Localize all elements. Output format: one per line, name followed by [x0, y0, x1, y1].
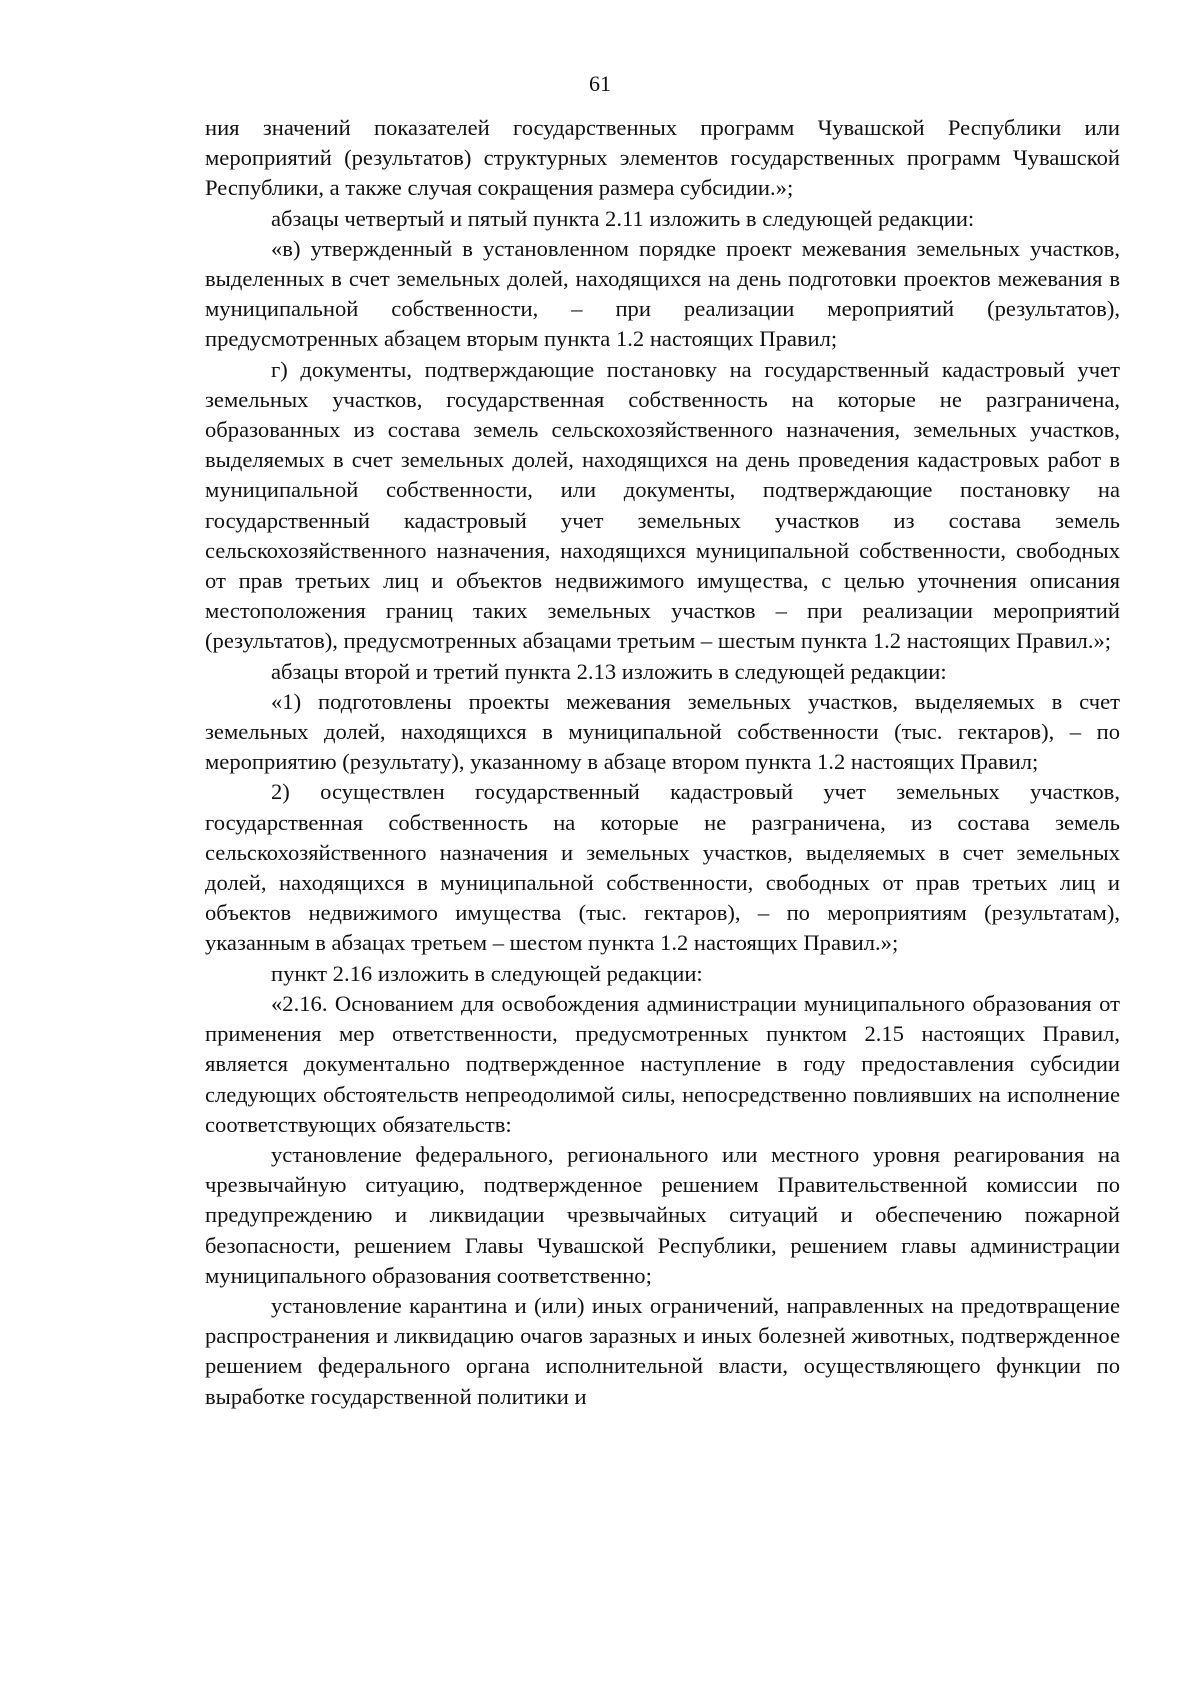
document-body	[205, 113, 1120, 1412]
paragraph-amend-2-16: пункт 2.16 изложить в следующей редакции:	[271, 960, 703, 986]
paragraph-amend-2-11: абзацы четвертый и пятый пункта 2.11 изложить в следующей редакции:	[271, 205, 975, 231]
paragraph-item-g: г) документы, подтверждающие постановку на государственный кадастровый учет земельных участков, государственная собственность на которые не разграничена, образованных из состава земель сельскохозяйственного назначения, земельных участков, выделяемых в счет земельных долей, находящихся на день проведения кадастровых работ в муниципальной собственности, или документы, подтверждающие постановку на государственный кадастровый учет земельных участков из состава земель сельскохозяйственного назначения, находящихся муниципальной собственности, свободных от прав третьих лиц и объектов недвижимого имущества, с целью уточнения описания местоположения границ таких земельных участков – при реализации мероприятий (результатов), предусмотренных абзацами третьим – шестым пункта 1.2 настоящих Правил.»;	[205, 356, 1120, 654]
page-number: 61	[589, 71, 611, 96]
paragraph-continuation: ния значений показателей государственных программ Чувашской Республики или мероприятий (результатов) структурных элементов государственных программ Чувашской Республики, а также случая сокращения размера субсидии.»;	[205, 115, 1120, 201]
paragraph-quarantine: установление карантина и (или) иных ограничений, направленных на предотвращение распространения и ликвидацию очагов заразных и иных болезней животных, подтвержденное решением федерального органа исполнительной власти, осуществляющего функции по выработке государственной политики и	[205, 1292, 1120, 1409]
paragraph-2-16-text: «2.16. Основанием для освобождения администрации муниципального образования от применения мер ответственности, предусмотренных пунктом 2.15 настоящих Правил, является документально подтвержденное наступление в году предоставления субсидии следующих обстоятельств непреодолимой силы, непосредственно повлиявших на исполнение соответствующих обязательств:	[205, 990, 1120, 1137]
paragraph-emergency: установление федерального, регионального или местного уровня реагирования на чрезвычайную ситуацию, подтвержденное решением Правительственной комиссии по предупреждению и ликвидации чрезвычайных ситуаций и обеспечению пожарной безопасности, решением Главы Чувашской Республики, решением главы администрации муниципального образования соответственно;	[205, 1141, 1120, 1288]
paragraph-amend-2-13: абзацы второй и третий пункта 2.13 изложить в следующей редакции:	[271, 658, 947, 684]
paragraph-item-1: «1) подготовлены проекты межевания земельных участков, выделяемых в счет земельных долей, находящихся в муниципальной собственности (тыс. гектаров), – по мероприятию (результату), указанному в абзаце втором пункта 1.2 настоящих Правил;	[205, 688, 1120, 775]
paragraph-item-2: 2) осуществлен государственный кадастровый учет земельных участков, государственная собственность на которые не разграничена, из состава земель сельскохозяйственного назначения и земельных участков, выделяемых в счет земельных долей, находящихся в муниципальной собственности, свободных от прав третьих лиц и объектов недвижимого имущества (тыс. гектаров), – по мероприятиям (результатам), указанным в абзацах третьем – шестом пункта 1.2 настоящих Правил.»;	[205, 779, 1120, 956]
paragraph-item-v: «в) утвержденный в установленном порядке проект межевания земельных участков, выделенных в счет земельных долей, находящихся на день подготовки проектов межевания в муниципальной собственности, – при реализации мероприятий (результатов), предусмотренных абзацем вторым пункта 1.2 настоящих Правил;	[205, 235, 1120, 352]
